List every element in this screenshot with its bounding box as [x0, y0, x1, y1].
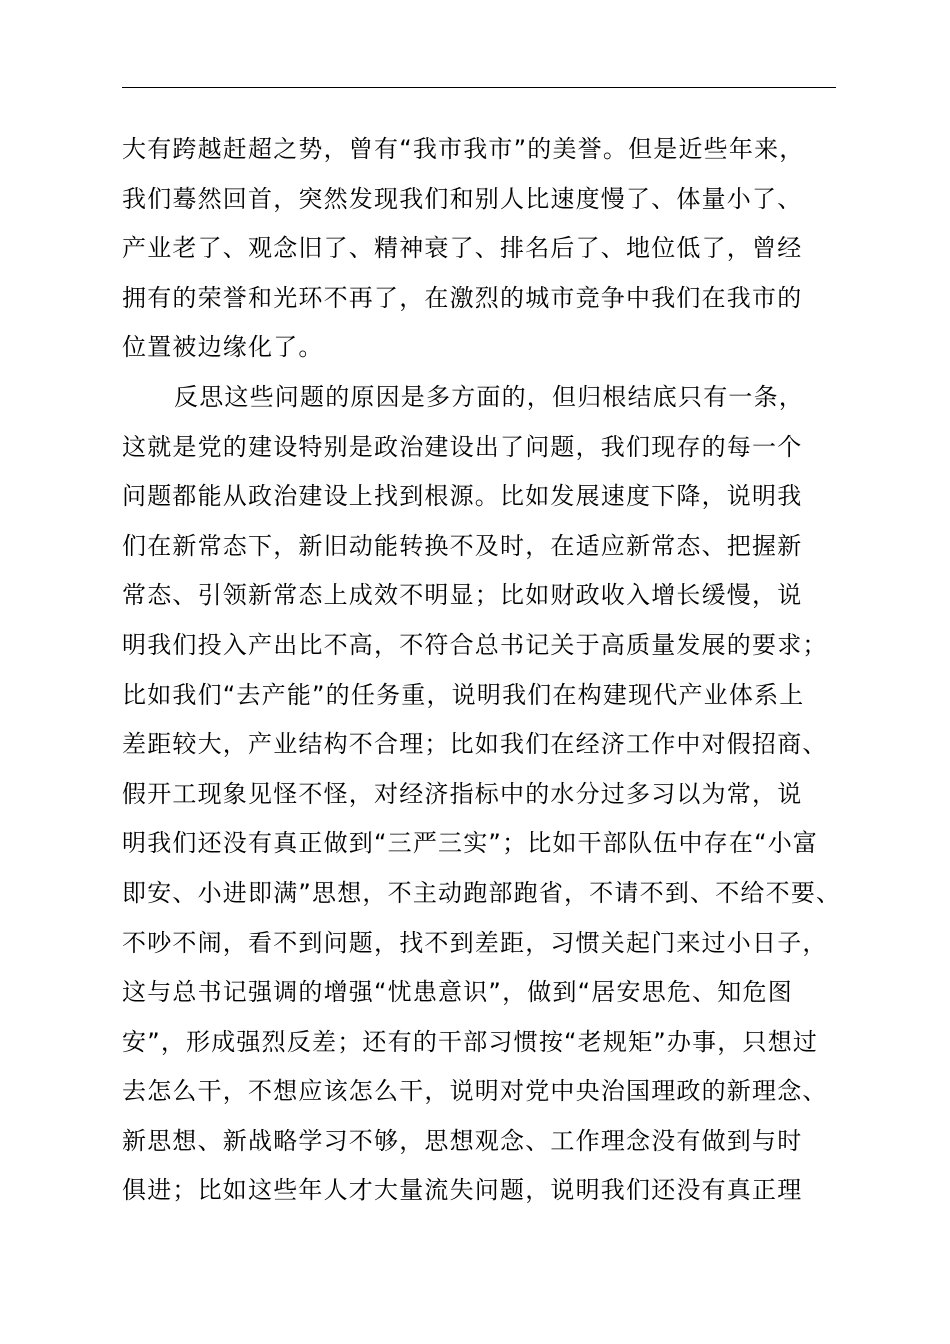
text-line: 俱进；比如这些年人才大量流失问题，说明我们还没有真正理: [122, 1176, 803, 1205]
text-line: 位置被边缘化了。: [122, 333, 324, 362]
text-line: 这与总书记强调的增强“忧患意识”，做到“居安思危、知危图: [122, 978, 793, 1007]
text-line: 假开工现象见怪不怪，对经济指标中的水分过多习以为常，说: [122, 779, 803, 808]
text-line: 不吵不闹，看不到问题，找不到差距，习惯关起门来过小日子，: [122, 928, 828, 957]
text-line: 新思想、新战略学习不够，思想观念、工作理念没有做到与时: [122, 1126, 803, 1155]
text-line: 这就是党的建设特别是政治建设出了问题，我们现存的每一个: [122, 432, 803, 461]
text-line: 我们蓦然回首，突然发现我们和别人比速度慢了、体量小了、: [122, 184, 803, 213]
text-line: 大有跨越赶超之势，曾有“我市我市”的美誉。但是近些年来，: [122, 135, 805, 163]
text-line: 即安、小进即满”思想，不主动跑部跑省，不请不到、不给不要、: [122, 878, 842, 907]
text-line: 去怎么干，不想应该怎么干，说明对党中央治国理政的新理念、: [122, 1077, 828, 1106]
text-line: 拥有的荣誉和光环不再了，在激烈的城市竞争中我们在我市的: [122, 283, 803, 312]
text-line: 们在新常态下，新旧动能转换不及时，在适应新常态、把握新: [122, 531, 803, 560]
text-line: 问题都能从政治建设上找到根源。比如发展速度下降，说明我: [122, 482, 803, 511]
text-line: 产业老了、观念旧了、精神衰了、排名后了、地位低了，曾经: [122, 234, 803, 263]
text-line: 明我们投入产出比不高，不符合总书记关于高质量发展的要求；: [122, 630, 828, 659]
body-text: [122, 125, 862, 1216]
text-line: 常态、引领新常态上成效不明显；比如财政收入增长缓慢，说: [122, 581, 803, 610]
text-line: 安”，形成强烈反差；还有的干部习惯按“老规矩”办事，只想过: [122, 1027, 819, 1056]
text-line: 差距较大，产业结构不合理；比如我们在经济工作中对假招商、: [122, 730, 828, 759]
text-line: 明我们还没有真正做到“三严三实”；比如干部队伍中存在“小富: [122, 829, 819, 858]
header-rule: [122, 87, 836, 88]
text-line: 比如我们“去产能”的任务重，说明我们在构建现代产业体系上: [122, 680, 805, 709]
paragraph-start-line: 反思这些问题的原因是多方面的，但归根结底只有一条，: [174, 382, 804, 411]
